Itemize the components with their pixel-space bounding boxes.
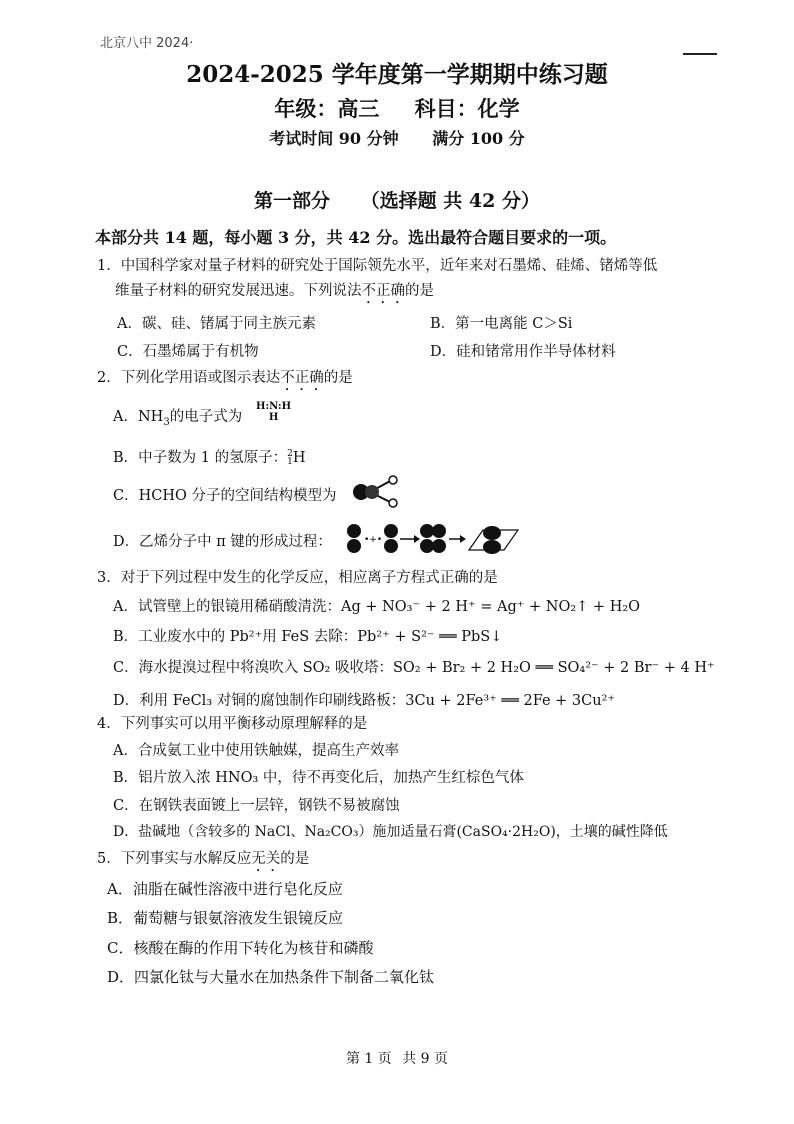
q4-option-c: C．在钢铁表面镀上一层锌，钢铁不易被腐蚀	[113, 798, 400, 814]
q1-emphasis: 不正确	[361, 283, 405, 299]
q3-option-c	[113, 656, 715, 677]
isotope-atomic-number: 1	[287, 457, 293, 467]
grade-label: 年级：高三	[274, 96, 380, 121]
q5-option-d: D．四氯化钛与大量水在加热条件下制备二氧化钛	[107, 968, 435, 986]
q2-a-text: A．NH	[113, 409, 164, 425]
q1-stem-line1: 1．中国科学家对量子材料的研究处于国际领先水平，近年来对石墨烯、硅烯、锗烯等低	[97, 258, 658, 274]
section-heading	[0, 186, 794, 213]
page-footer	[0, 1048, 794, 1068]
q4-option-d: D．盐碱地（含较多的 NaCl、Na₂CO₃）施加适量石膏(CaSO₄·2H₂O)，土壤的碱性降低	[113, 824, 668, 840]
q2-option-b	[113, 446, 306, 467]
q5-option-b: B．葡萄糖与银氨溶液发生银镜反应	[107, 909, 344, 927]
q5-emphasis: 无关	[251, 851, 281, 867]
section-intro: 本部分共 14 题，每小题 3 分，共 42 分。选出最符合题目要求的一项。	[95, 228, 617, 247]
q2-a-text-end: 的电子式为	[169, 409, 243, 425]
q5-stem-part: 5．下列事实与水解反应	[97, 851, 252, 867]
exam-time: 考试时间 90 分钟	[269, 129, 399, 148]
q3-a-equation: Ag + NO₃⁻ + 2 H⁺ = Ag⁺ + NO₂↑ + H₂O	[340, 599, 641, 615]
q1-option-a: A．碳、硅、锗属于同主族元素	[117, 316, 316, 332]
q3-option-d	[113, 689, 615, 710]
q3-b-text: B．工业废水中的 Pb²⁺用 FeS 去除：	[113, 629, 358, 645]
nh3-formula-bottom: H	[268, 412, 279, 423]
corner-dash	[683, 53, 717, 55]
nh3-electron-formula	[256, 401, 291, 423]
q2-b-text: B．中子数为 1 的氢原子：	[113, 450, 288, 466]
q4-option-b: B．铝片放入浓 HNO₃ 中，待不再变化后，加热产生红棕色气体	[113, 770, 524, 786]
section-name: 第一部分	[254, 190, 331, 212]
q2-option-d: D．乙烯分子中 π 键的形成过程：	[113, 534, 332, 550]
q3-c-text: C．海水提溴过程中将溴吹入 SO₂ 吸收塔：	[113, 660, 393, 676]
q2-stem-part: 2．下列化学用语或图示表达	[97, 370, 281, 386]
q1-stem-end: 的是	[405, 283, 434, 299]
page-number: 第 1 页	[345, 1051, 392, 1067]
q1-stem-line2	[115, 279, 434, 307]
q3-a-text: A．试管壁上的银镜用稀硝酸清洗：	[113, 599, 341, 615]
q1-option-c: C．石墨烯属于有机物	[117, 344, 259, 360]
q2-stem-end: 的是	[323, 370, 353, 386]
q3-d-text: D．利用 FeCl₃ 对铜的腐蚀制作印刷线路板：	[113, 693, 406, 709]
header-note: 北京八中 2024·	[100, 36, 194, 51]
q5-option-c: C．核酸在酶的作用下转化为核苷和磷酸	[107, 939, 374, 957]
isotope-symbol: H	[292, 450, 306, 466]
q5-option-a: A．油脂在碱性溶液中进行皂化反应	[107, 880, 343, 898]
q2-a-sub: 3	[163, 416, 170, 428]
full-score: 满分 100 分	[432, 129, 525, 148]
q5-stem	[97, 847, 309, 875]
q2-stem	[97, 366, 353, 394]
q1-option-d: D．硅和锗常用作半导体材料	[430, 344, 616, 360]
q3-b-equation: Pb²⁺ + S²⁻ ══ PbS↓	[357, 629, 503, 645]
q2-option-a	[113, 405, 242, 428]
q3-stem: 3．对于下列过程中发生的化学反应，相应离子方程式正确的是	[97, 570, 498, 586]
q1-stem-part: 维量子材料的研究发展迅速。下列说法	[115, 283, 362, 299]
hcho-ball-stick-model	[352, 474, 402, 508]
time-score-line	[0, 126, 794, 149]
q2-emphasis: 不正确	[280, 370, 324, 386]
q3-option-b	[113, 625, 502, 646]
q3-d-equation: 3Cu + 2Fe³⁺ ══ 2Fe + 3Cu²⁺	[405, 693, 616, 709]
q5-stem-end: 的是	[280, 851, 310, 867]
exam-title: 2024-2025 学年度第一学期期中练习题	[186, 61, 608, 88]
q1-option-b: B．第一电离能 C＞Si	[430, 316, 573, 332]
page-total: 共 9 页	[402, 1051, 449, 1067]
nh3-formula-top: H:N:H	[256, 401, 292, 412]
q4-option-a: A．合成氨工业中使用铁触媒，提高生产效率	[113, 743, 399, 759]
q3-c-equation: SO₂ + Br₂ + 2 H₂O ══ SO₄²⁻ + 2 Br⁻ + 4 H⁺	[392, 660, 715, 676]
svg-text:•+•: •+•	[364, 535, 383, 545]
section-desc: （选择题 共 42 分）	[360, 190, 540, 212]
subject-label: 科目：化学	[414, 96, 520, 121]
isotope-mass-number: 2	[287, 449, 293, 459]
q2-option-c: C．HCHO 分子的空间结构模型为	[113, 488, 337, 504]
q4-stem: 4．下列事实可以用平衡移动原理解释的是	[97, 716, 368, 732]
q3-option-a	[113, 595, 640, 616]
grade-subject-line	[0, 93, 794, 123]
pi-bond-formation-diagram	[344, 522, 522, 556]
